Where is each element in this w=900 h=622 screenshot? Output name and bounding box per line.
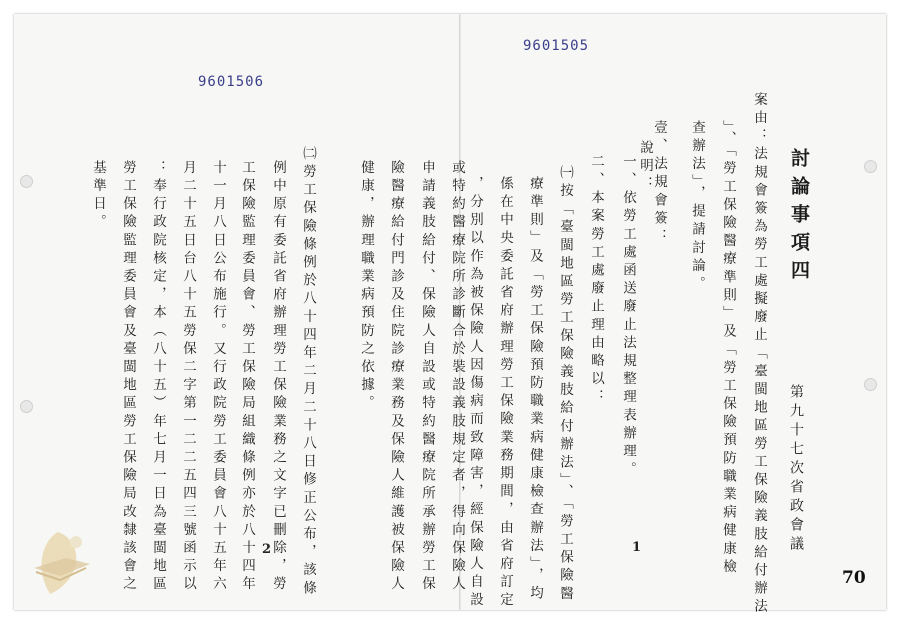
text-column: 二、本案勞工處廢止理由略以： bbox=[588, 154, 604, 408]
right-page-number: 1 bbox=[632, 540, 642, 555]
binding-hole bbox=[20, 400, 33, 413]
text-column: 壹、法規會簽： bbox=[651, 120, 667, 247]
text-column: ㈠按「臺閩地區勞工保險義肢給付辦法」、「勞工保險醫 bbox=[557, 165, 573, 604]
text-column: 」、「勞工保險醫療準則」及「勞工保險預防職業病健康檢 bbox=[720, 120, 736, 578]
text-column: 查辦法」，提請討論。 bbox=[689, 120, 705, 295]
text-column: 工保險監理委員會、勞工保險局組織條例亦於八十四年 bbox=[239, 160, 255, 595]
text-column: ㈡勞工保險條例於八十四年二月二十八日修正公布，該條 bbox=[300, 146, 316, 599]
text-column: 或特約醫療院所診斷合於裝設義肢規定者，得向保險人 bbox=[449, 160, 465, 595]
book-page-number: 70 bbox=[842, 568, 866, 588]
binding-hole bbox=[864, 160, 877, 173]
text-column: ，分別以作為被保險人因傷病而致障害，經保險人自設 bbox=[467, 176, 483, 611]
text-column: 十一月八日公布施行。又行政院勞工委員會八十五年六 bbox=[210, 160, 226, 595]
binding-hole bbox=[20, 175, 33, 188]
item-title: 討論事項四 bbox=[788, 148, 810, 288]
text-column: 係在中央委託省府辦理勞工保險業務期間，由省府訂定 bbox=[497, 176, 513, 611]
text-column: 健康，辦理職業病預防之依據。 bbox=[358, 160, 374, 414]
text-column: 療準則」及「勞工保險預防職業病健康檢查辦法」，均 bbox=[527, 176, 543, 604]
text-column: 一、依勞工處函送廢止法規整理表辦理。 bbox=[620, 154, 636, 480]
text-column: 月二十五日台八十五勞保二字第一二二五四三號函示以 bbox=[180, 160, 196, 595]
right-serial-stamp: 9601505 bbox=[523, 38, 590, 54]
text-column: 說明： bbox=[637, 140, 653, 195]
archive-logo-icon bbox=[20, 528, 100, 600]
text-column: 勞工保險監理委員會及臺閩地區勞工保險局改隸該會之 bbox=[120, 160, 136, 595]
text-column: 申請義肢給付、保險人自設或特約醫療院所承辦勞工保 bbox=[419, 160, 435, 595]
text-column: 險醫療給付門診及住院診療業務及保險人維護被保險人 bbox=[388, 160, 404, 595]
meeting-label: 第九十七次省政會議 bbox=[788, 384, 804, 555]
text-column: 案由：法規會簽為勞工處擬廢止「臺閩地區勞工保險義肢給付辦法 bbox=[751, 92, 767, 617]
text-column: ：奉行政院核定，本（八十五）年七月一日為臺閩地區 bbox=[150, 160, 166, 595]
binding-hole bbox=[864, 378, 877, 391]
text-column: 例中原有委託省府辦理勞工保險業務之文字已刪除，勞 bbox=[270, 160, 286, 595]
left-page-number: 2 bbox=[262, 542, 272, 557]
left-serial-stamp: 9601506 bbox=[198, 74, 265, 90]
text-column: 基準日。 bbox=[90, 160, 106, 233]
